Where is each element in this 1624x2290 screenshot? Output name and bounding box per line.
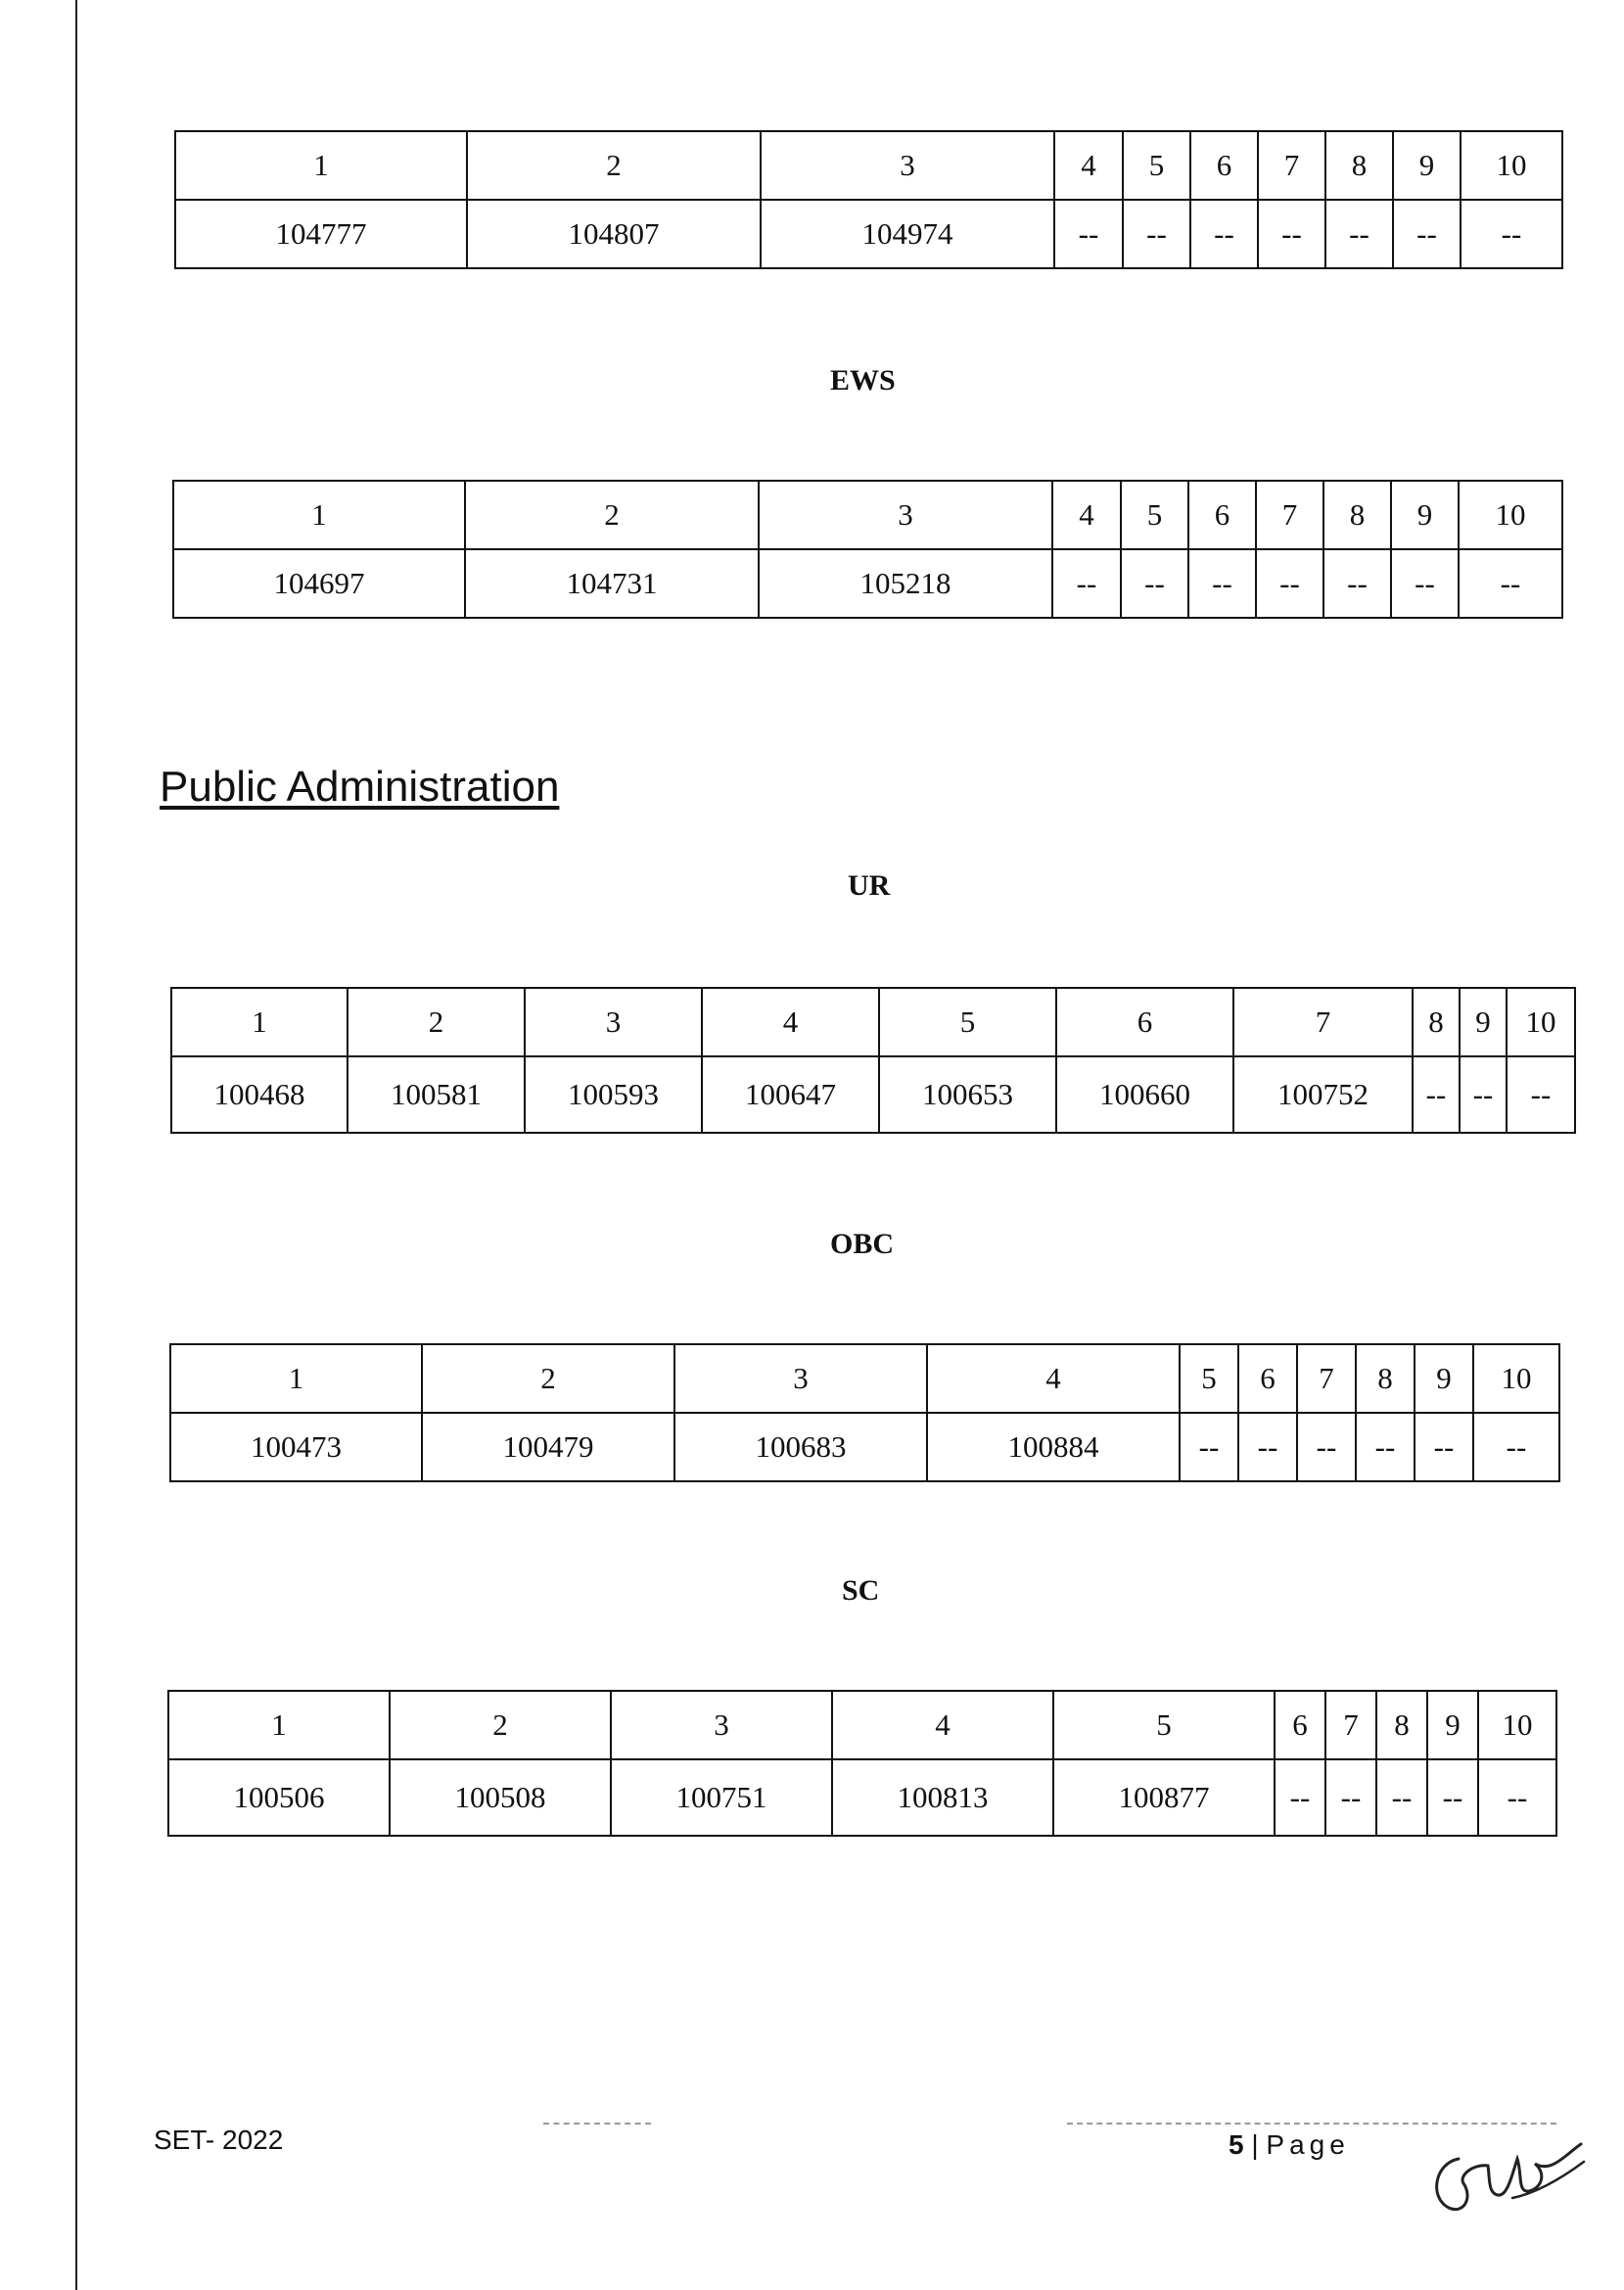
value-cell: 104777 bbox=[175, 200, 467, 268]
header-cell: 5 bbox=[1053, 1691, 1275, 1759]
value-cell: 100877 bbox=[1053, 1759, 1275, 1836]
value-cell: -- bbox=[1190, 200, 1258, 268]
header-row bbox=[175, 131, 1562, 200]
header-cell: 5 bbox=[879, 988, 1056, 1056]
header-cell: 3 bbox=[759, 481, 1052, 549]
header-cell: 9 bbox=[1391, 481, 1459, 549]
value-cell: -- bbox=[1256, 549, 1323, 618]
header-cell: 1 bbox=[170, 1344, 422, 1413]
header-cell: 4 bbox=[1054, 131, 1123, 200]
header-cell: 9 bbox=[1427, 1691, 1478, 1759]
value-cell: 100479 bbox=[422, 1413, 674, 1481]
value-cell: 100473 bbox=[170, 1413, 422, 1481]
header-cell: 6 bbox=[1275, 1691, 1325, 1759]
header-cell: 5 bbox=[1121, 481, 1188, 549]
margin-line bbox=[75, 0, 77, 2290]
value-cell: 104697 bbox=[173, 549, 465, 618]
header-cell: 10 bbox=[1459, 481, 1562, 549]
table-1 bbox=[174, 130, 1563, 269]
header-cell: 2 bbox=[348, 988, 525, 1056]
value-cell: -- bbox=[1459, 549, 1562, 618]
header-cell: 2 bbox=[390, 1691, 611, 1759]
value-cell: -- bbox=[1325, 1759, 1376, 1836]
header-cell: 9 bbox=[1415, 1344, 1473, 1413]
value-cell: 104807 bbox=[467, 200, 761, 268]
table-row bbox=[175, 200, 1562, 268]
header-cell: 3 bbox=[761, 131, 1054, 200]
value-cell: -- bbox=[1238, 1413, 1297, 1481]
header-cell: 10 bbox=[1461, 131, 1562, 200]
header-cell: 4 bbox=[927, 1344, 1180, 1413]
header-cell: 7 bbox=[1297, 1344, 1356, 1413]
value-cell: 104731 bbox=[465, 549, 759, 618]
value-cell: -- bbox=[1297, 1413, 1356, 1481]
header-cell: 10 bbox=[1478, 1691, 1556, 1759]
value-cell: 100506 bbox=[168, 1759, 390, 1836]
header-cell: 6 bbox=[1188, 481, 1256, 549]
value-cell: -- bbox=[1275, 1759, 1325, 1836]
page-number-label bbox=[1229, 2129, 1350, 2161]
value-cell: -- bbox=[1478, 1759, 1556, 1836]
header-cell: 1 bbox=[171, 988, 348, 1056]
value-cell: -- bbox=[1121, 549, 1188, 618]
header-row bbox=[173, 481, 1562, 549]
page-separator: | bbox=[1251, 2129, 1259, 2160]
table-row bbox=[168, 1759, 1556, 1836]
header-cell: 6 bbox=[1190, 131, 1258, 200]
header-cell: 10 bbox=[1473, 1344, 1559, 1413]
header-cell: 7 bbox=[1233, 988, 1413, 1056]
value-cell: -- bbox=[1356, 1413, 1415, 1481]
value-cell: 100752 bbox=[1233, 1056, 1413, 1133]
header-cell: 3 bbox=[611, 1691, 832, 1759]
header-cell: 7 bbox=[1256, 481, 1323, 549]
table-3 bbox=[170, 987, 1576, 1134]
header-cell: 2 bbox=[467, 131, 761, 200]
value-cell: -- bbox=[1052, 549, 1121, 618]
header-cell: 4 bbox=[832, 1691, 1053, 1759]
header-cell: 5 bbox=[1123, 131, 1190, 200]
header-cell: 4 bbox=[702, 988, 879, 1056]
header-cell: 2 bbox=[465, 481, 759, 549]
value-cell: 100813 bbox=[832, 1759, 1053, 1836]
value-cell: -- bbox=[1325, 200, 1393, 268]
table-row bbox=[173, 549, 1562, 618]
value-cell: 100508 bbox=[390, 1759, 611, 1836]
header-cell: 10 bbox=[1507, 988, 1575, 1056]
value-cell: 100653 bbox=[879, 1056, 1056, 1133]
value-cell: 100683 bbox=[674, 1413, 927, 1481]
value-cell: 100647 bbox=[702, 1056, 879, 1133]
value-cell: -- bbox=[1427, 1759, 1478, 1836]
header-row bbox=[171, 988, 1575, 1056]
header-cell: 9 bbox=[1460, 988, 1507, 1056]
header-cell: 3 bbox=[674, 1344, 927, 1413]
value-cell: -- bbox=[1415, 1413, 1473, 1481]
signature-mark bbox=[1419, 2105, 1586, 2222]
header-cell: 7 bbox=[1258, 131, 1325, 200]
value-cell: -- bbox=[1461, 200, 1562, 268]
table-4 bbox=[169, 1343, 1560, 1482]
value-cell: -- bbox=[1188, 549, 1256, 618]
value-cell: 100593 bbox=[525, 1056, 702, 1133]
footer-rule bbox=[543, 2123, 651, 2125]
value-cell: -- bbox=[1393, 200, 1461, 268]
header-cell: 9 bbox=[1393, 131, 1461, 200]
value-cell: -- bbox=[1123, 200, 1190, 268]
header-cell: 8 bbox=[1376, 1691, 1427, 1759]
header-row bbox=[170, 1344, 1559, 1413]
header-cell: 1 bbox=[168, 1691, 390, 1759]
value-cell: -- bbox=[1413, 1056, 1460, 1133]
header-cell: 8 bbox=[1356, 1344, 1415, 1413]
value-cell: -- bbox=[1391, 549, 1459, 618]
value-cell: -- bbox=[1180, 1413, 1238, 1481]
header-cell: 8 bbox=[1323, 481, 1391, 549]
value-cell: 100581 bbox=[348, 1056, 525, 1133]
value-cell: -- bbox=[1054, 200, 1123, 268]
value-cell: 100468 bbox=[171, 1056, 348, 1133]
value-cell: -- bbox=[1376, 1759, 1427, 1836]
category-heading-sc: SC bbox=[842, 1574, 880, 1607]
value-cell: -- bbox=[1473, 1413, 1559, 1481]
header-cell: 1 bbox=[175, 131, 467, 200]
category-heading-ews: EWS bbox=[830, 364, 896, 397]
category-heading-ur: UR bbox=[848, 869, 891, 902]
header-row bbox=[168, 1691, 1556, 1759]
page-number: 5 bbox=[1229, 2129, 1244, 2160]
value-cell: 104974 bbox=[761, 200, 1054, 268]
value-cell: -- bbox=[1507, 1056, 1575, 1133]
value-cell: 100884 bbox=[927, 1413, 1180, 1481]
header-cell: 2 bbox=[422, 1344, 674, 1413]
table-2 bbox=[172, 480, 1563, 619]
header-cell: 5 bbox=[1180, 1344, 1238, 1413]
header-cell: 3 bbox=[525, 988, 702, 1056]
value-cell: 100660 bbox=[1056, 1056, 1233, 1133]
header-cell: 1 bbox=[173, 481, 465, 549]
table-row bbox=[170, 1413, 1559, 1481]
value-cell: -- bbox=[1323, 549, 1391, 618]
header-cell: 8 bbox=[1413, 988, 1460, 1056]
table-row bbox=[171, 1056, 1575, 1133]
header-cell: 6 bbox=[1238, 1344, 1297, 1413]
table-5 bbox=[167, 1690, 1557, 1837]
header-cell: 7 bbox=[1325, 1691, 1376, 1759]
value-cell: 100751 bbox=[611, 1759, 832, 1836]
header-cell: 8 bbox=[1325, 131, 1393, 200]
section-title: Public Administration bbox=[160, 763, 560, 811]
value-cell: -- bbox=[1460, 1056, 1507, 1133]
value-cell: -- bbox=[1258, 200, 1325, 268]
footer-exam-label: SET- 2022 bbox=[154, 2125, 284, 2155]
category-heading-obc: OBC bbox=[830, 1228, 895, 1260]
page-word: Page bbox=[1266, 2129, 1350, 2160]
value-cell: 105218 bbox=[759, 549, 1052, 618]
header-cell: 6 bbox=[1056, 988, 1233, 1056]
header-cell: 4 bbox=[1052, 481, 1121, 549]
